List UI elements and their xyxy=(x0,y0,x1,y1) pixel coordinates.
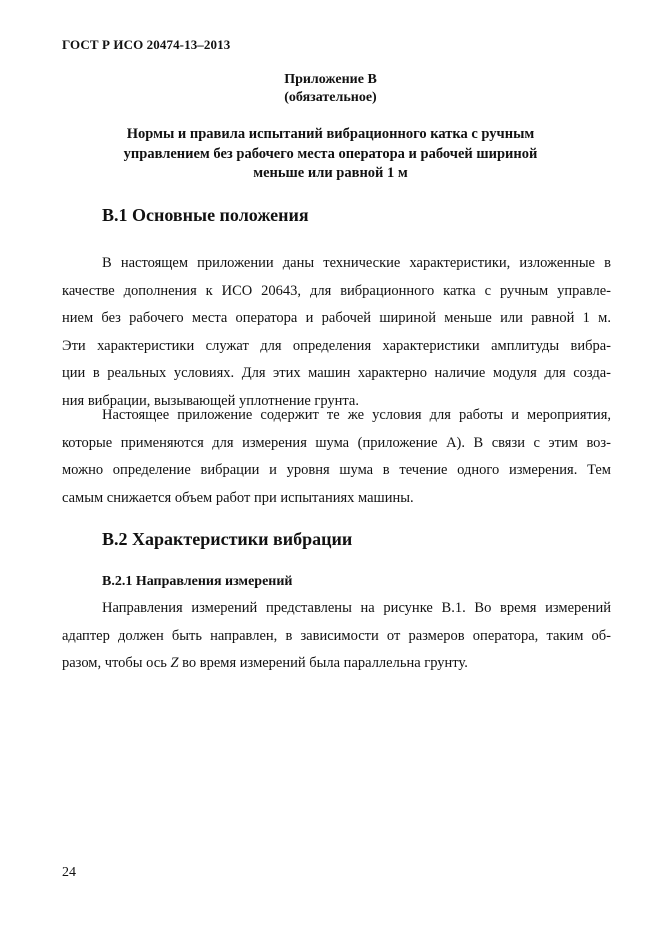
page-number: 24 xyxy=(62,865,76,880)
text-fragment: разом, чтобы ось xyxy=(62,655,171,671)
text-line: ции в реальных условиях. Для этих машин характерно наличие модуля для созда- xyxy=(62,365,611,381)
text-line xyxy=(62,650,611,678)
text-line: которые применяются для измерения шума (приложение А). В связи с этим воз- xyxy=(62,434,611,451)
annex-status: (обязательное) xyxy=(284,90,377,105)
annex-heading xyxy=(70,125,591,184)
text-line: В настоящем приложении даны технические характеристики, изложенные в xyxy=(102,255,611,271)
text-line: Направления измерений представлены на рисунке В.1. Во время измерений xyxy=(102,600,611,616)
subsection-heading-b21: В.2.1 Направления измерений xyxy=(102,574,293,589)
text-line: Эти характеристики служат для определения характеристики амплитуды вибра- xyxy=(62,337,611,354)
text-fragment: во время измерений была параллельна грунту. xyxy=(178,655,468,671)
annex-heading-line: управлением без рабочего места оператора и рабочей шириной xyxy=(123,145,538,162)
text-line: адаптер должен быть направлен, в зависимости от размеров оператора, таким об- xyxy=(62,627,611,644)
annex-heading-line: Нормы и правила испытаний вибрационного катка с ручным xyxy=(126,126,535,142)
section-heading-b2: В.2 Характеристики вибрации xyxy=(102,529,353,549)
document-code-header: ГОСТ Р ИСО 20474-13–2013 xyxy=(62,37,231,52)
paragraph-b21-directions xyxy=(62,595,611,678)
annex-heading-line: меньше или равной 1 м xyxy=(253,165,408,181)
text-line: Настоящее приложение содержит те же условия для работы и мероприятия, xyxy=(102,407,611,423)
annex-title: Приложение В xyxy=(284,72,377,87)
text-line: самым снижается объем работ при испытаниях машины. xyxy=(62,489,414,506)
paragraph-b1-intro xyxy=(62,250,611,415)
axis-symbol: Z xyxy=(170,655,179,671)
paragraph-b1-scope xyxy=(62,402,611,512)
text-line: ния вибрации, вызывающей уплотнение грунта. xyxy=(62,392,359,409)
section-heading-b1: В.1 Основные положения xyxy=(102,205,309,225)
text-line: качестве дополнения к ИСО 20643, для вибрационного катка с ручным управле- xyxy=(62,282,611,299)
text-line: нием без рабочего места оператора и рабочей шириной меньше или равной 1 м. xyxy=(62,310,611,326)
text-line: можно определение вибрации и уровня шума в течение одного измерения. Тем xyxy=(62,462,611,478)
